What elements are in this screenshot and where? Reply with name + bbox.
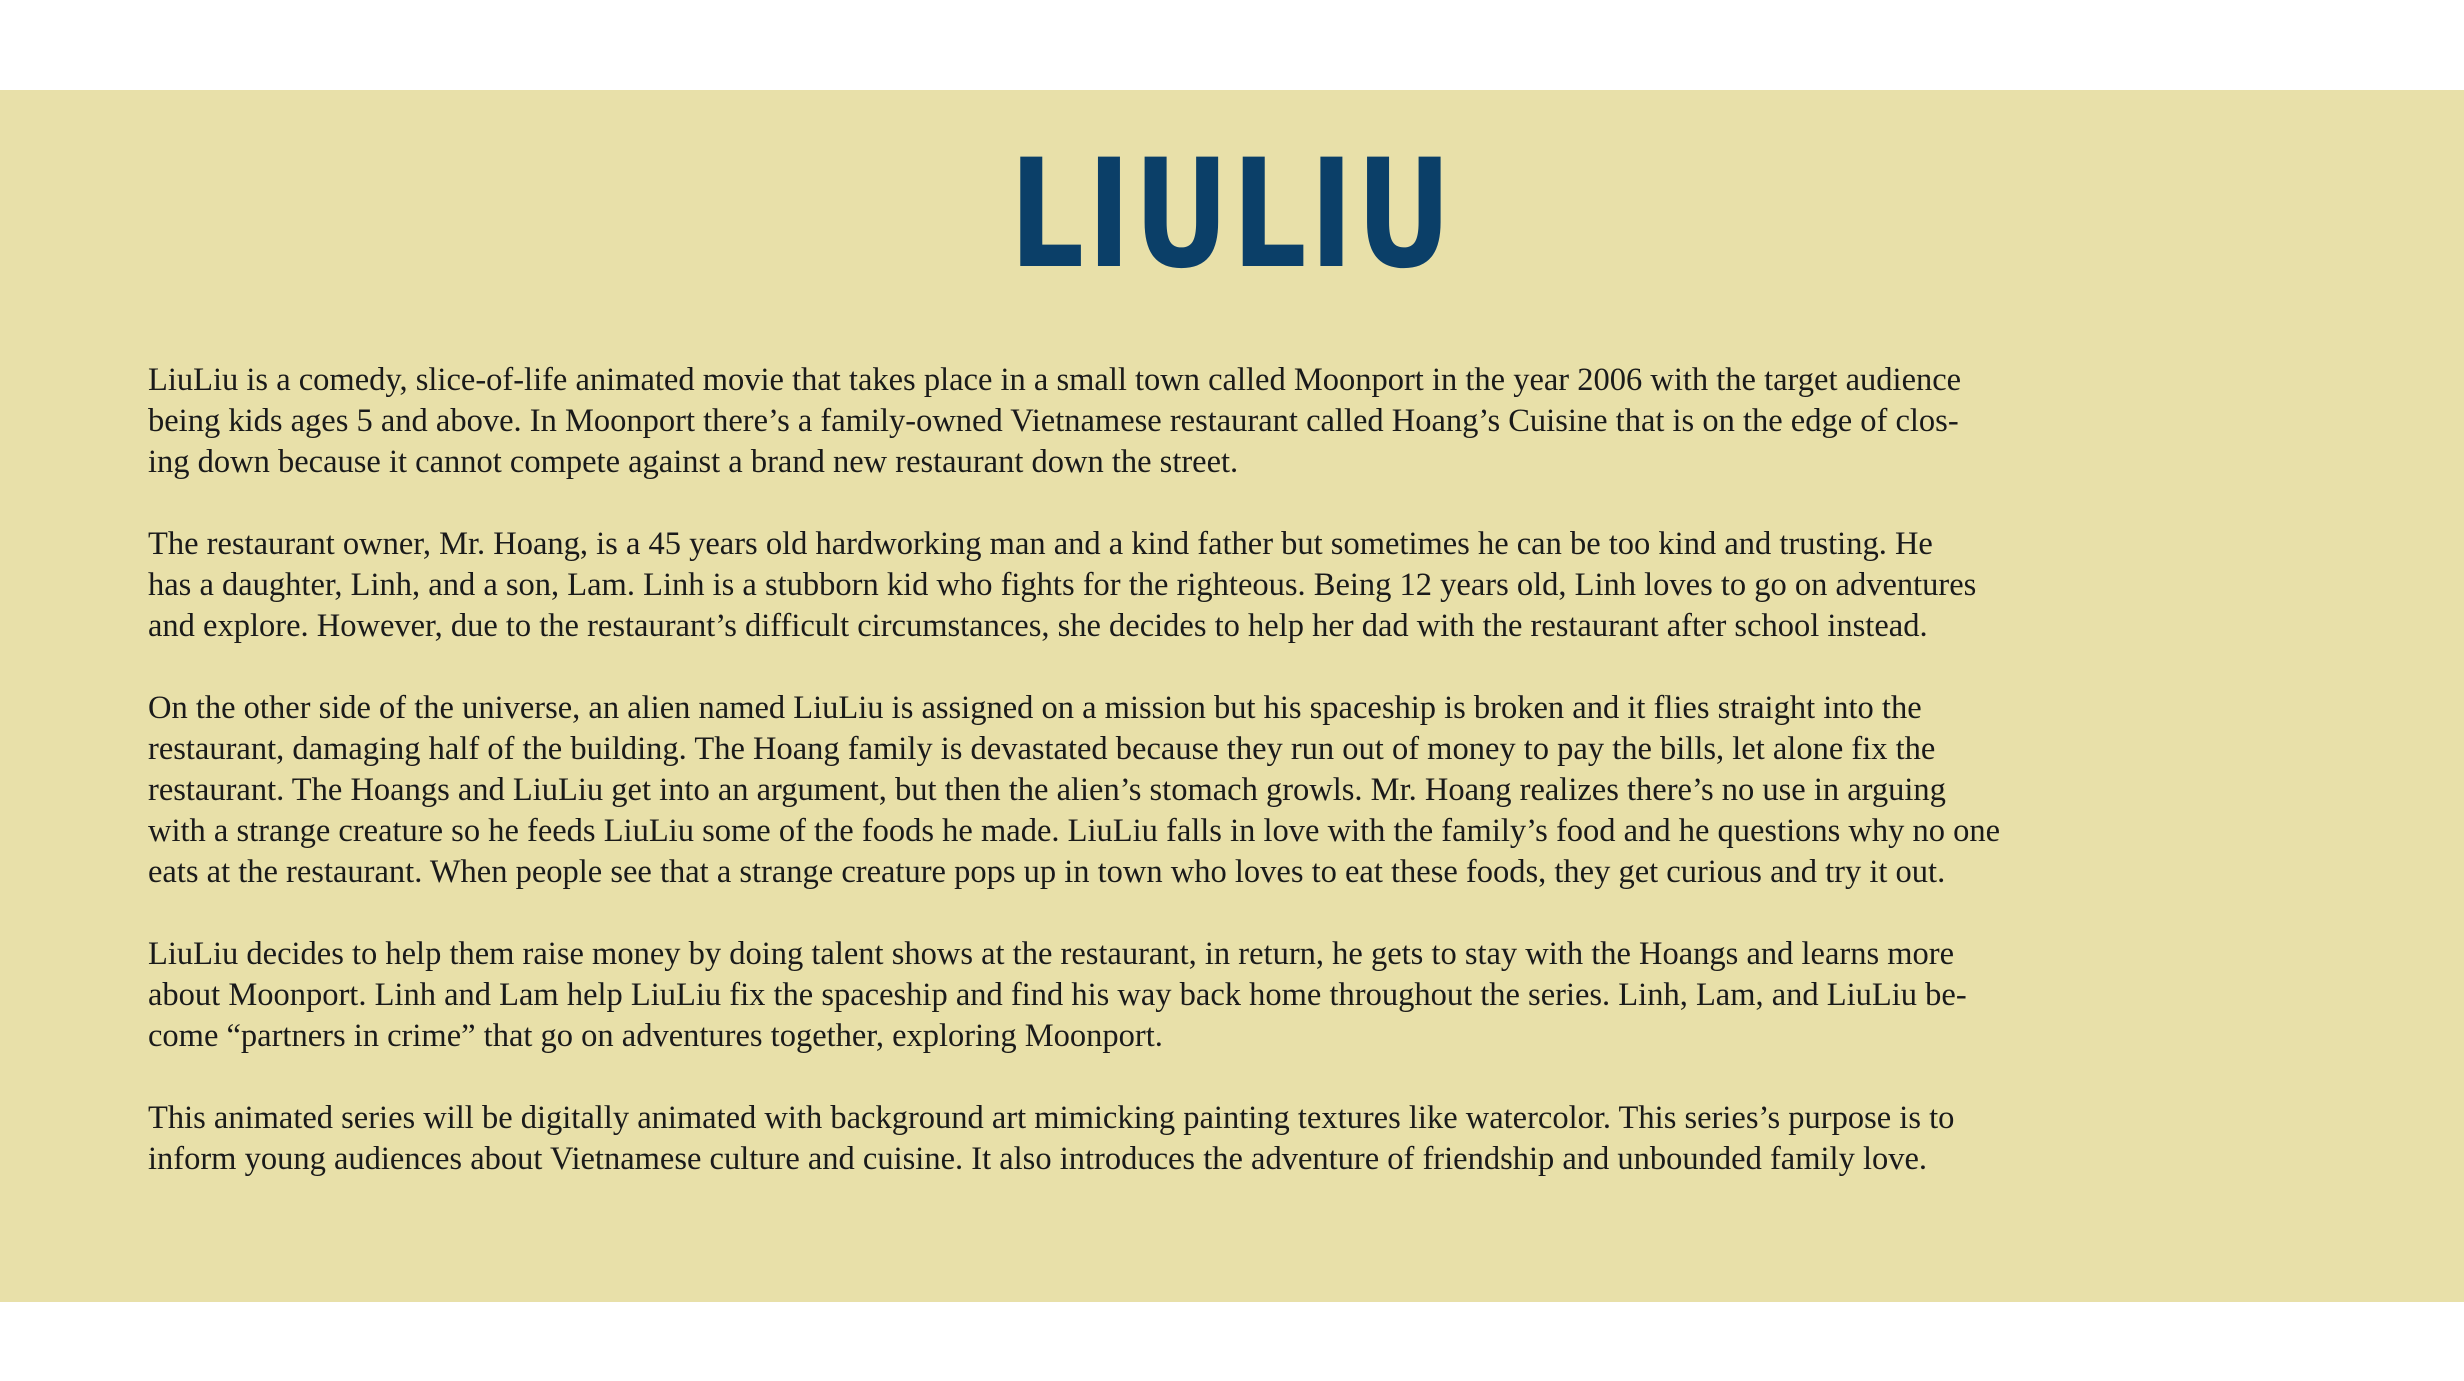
paragraph-alien: On the other side of the universe, an alien named LiuLiu is assigned on a mission but his spaceship is broken and it flies straight into the restaurant, damaging half of the building. The Hoang family is devastated because they run out of money to pay the bills, let alone fix the restaurant. The Hoangs and LiuLiu get into an argument, but then the alien’s stomach growls. Mr. Hoang realizes there’s no use in arguing with a strange creature so he feeds LiuLiu some of the foods he made. LiuLiu falls in love with the family’s food and he questions why no one eats at the restaurant. When people see that a strange creature pops up in town who loves to eat these foods, they get curious and try it out. <box>148 690 2001 890</box>
paragraph-purpose: This animated series will be digitally animated with background art mimicking painting textures like watercolor. This series’s purpose is to inform young audiences about Vietnamese culture and cuisine. It also introduces the adventure of friendship and unbounded family love. <box>148 1100 1955 1177</box>
paragraph-talent-shows: LiuLiu decides to help them raise money by doing talent shows at the restaurant, in return, he gets to stay with the Hoangs and learns more about Moonport. Linh and Lam help LiuLiu fix the spaceship and find his way back home throughout the series. Linh, Lam, and LiuLiu be- come “partners in crime” that go on adventures together, exploring Moonport. <box>148 936 1967 1054</box>
paragraph-intro: LiuLiu is a comedy, slice-of-life animated movie that takes place in a small town called Moonport in the year 2006 with the target audience being kids ages 5 and above. In Moonport there’s a family-owned Vietnamese restaurant called Hoang’s Cuisine that is on the edge of clos- ing down because it cannot compete against a brand new restaurant down the street. <box>148 362 1962 480</box>
synopsis-body <box>148 360 2328 1221</box>
paragraph-characters: The restaurant owner, Mr. Hoang, is a 45 years old hardworking man and a kind father but sometimes he can be too kind and trusting. He has a daughter, Linh, and a son, Lam. Linh is a stubborn kid who fights for the righteous. Being 12 years old, Linh loves to go on adventures and explore. However, due to the restaurant’s difficult circumstances, she decides to help her dad with the restaurant after school instead. <box>148 526 1977 644</box>
page-title: LIULIU <box>1009 128 1455 302</box>
